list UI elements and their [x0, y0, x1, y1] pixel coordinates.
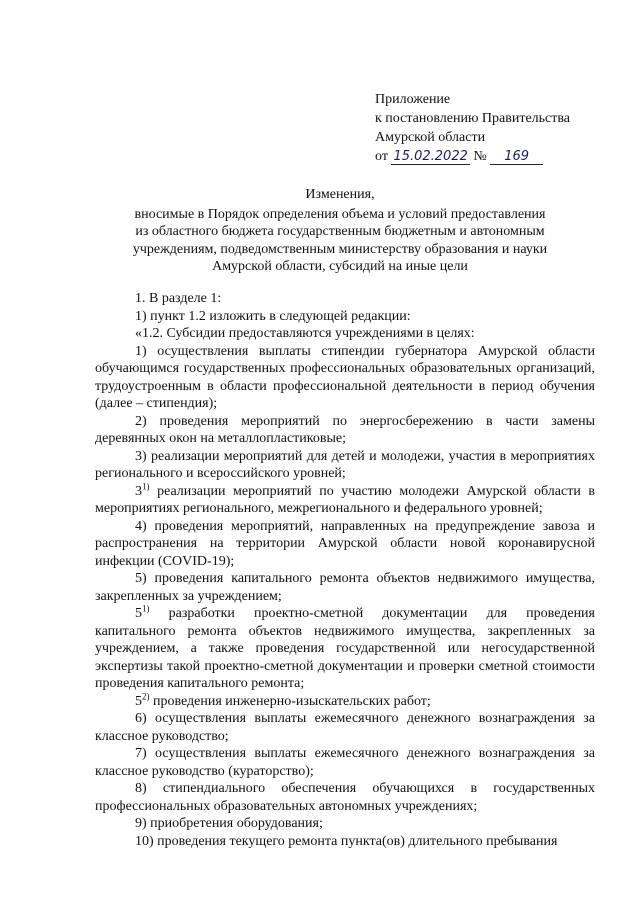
title-line-1: Изменения, [305, 187, 375, 202]
handwritten-number: 169 [490, 149, 543, 165]
item-superscript: 1) [142, 603, 150, 614]
paragraph: 3) реализации мероприятий для детей и молодежи, участия в мероприятиях регионального и всероссийского уровней; [95, 448, 595, 481]
paragraph [95, 605, 595, 693]
paragraph: 10) проведения текущего ремонта пункта(ов) длительного пребывания [135, 833, 558, 849]
paragraph: 7) осуществления выплаты ежемесячного денежного вознаграждения за классное руководство (кураторство); [95, 746, 595, 779]
handwritten-date: 15.02.2022 [393, 149, 468, 164]
region-label: Амурской области [375, 130, 486, 145]
item-number: 3 [135, 483, 142, 499]
paragraph: 1. В разделе 1: [135, 291, 222, 306]
title-line-3: из областного бюджета государственным бюджетным и автономным [135, 224, 545, 239]
appendix-label: Приложение [375, 92, 451, 107]
paragraph: 6) осуществления выплаты ежемесячного денежного вознаграждения за классное руководство; [95, 711, 595, 744]
item-number: 5 [135, 606, 142, 621]
paragraph: 1) осуществления выплаты стипендии губернатора Амурской области обучающимся государственных профессиональных образовательных организаций, трудоустроенным в области профессиональной деятельности в период обучения (далее – стипендия); [95, 343, 595, 411]
item-text: проведения инженерно-изыскательских работ; [149, 693, 431, 709]
date-prefix: от [375, 149, 388, 164]
item-number: 5 [135, 693, 142, 709]
title-line-5: Амурской области, субсидий на иные цели [212, 259, 468, 274]
paragraph: 1) пункт 1.2 изложить в следующей редакции: [135, 308, 411, 324]
paragraph [95, 690, 595, 711]
document-title [110, 186, 570, 276]
item-superscript: 2) [142, 690, 150, 701]
paragraph: 2) проведения мероприятий по энергосбережению в части замены деревянных окон на металлопластиковые; [95, 413, 595, 446]
paragraph: 8) стипендиального обеспечения обучающихся в государственных профессиональных образовательных автономных учреждениях; [95, 781, 595, 814]
date-number-line [375, 147, 615, 166]
paragraph: «1.2. Субсидии предоставляются учреждениями в целях: [135, 326, 475, 341]
paragraph [95, 480, 595, 518]
number-prefix: № [473, 149, 487, 164]
approval-header [375, 90, 615, 166]
paragraph: 5) проведения капитального ремонта объектов недвижимого имущества, закрепленных за учреждением; [95, 571, 595, 604]
item-superscript: 1) [142, 480, 150, 491]
paragraph: 9) приобретения оборудования; [135, 816, 323, 831]
resolution-label: к постановлению Правительства [375, 111, 571, 126]
document-body [95, 290, 595, 850]
title-line-4: учреждениям, подведомственным министерству образования и науки [132, 241, 548, 257]
title-line-2: вносимые в Порядок определения объема и условий предоставления [134, 206, 546, 222]
item-text: разработки проектно-сметной документации для проведения капитального ремонта объектов недвижимого имущества, закрепленных за учреждением, а также проведения государственной или негосударственной экспертизы такой проектно-сметной документации и проверки сметной стоимости проведения капитального ремонта; [95, 606, 595, 691]
item-text: реализации мероприятий по участию молодежи Амурской области в мероприятиях регионального, межрегионального и федерального уровней; [95, 483, 595, 516]
paragraph: 4) проведения мероприятий, направленных на предупреждение завоза и распространения на территории Амурской области новой коронавирусной инфекции (COVID-19); [95, 518, 595, 569]
